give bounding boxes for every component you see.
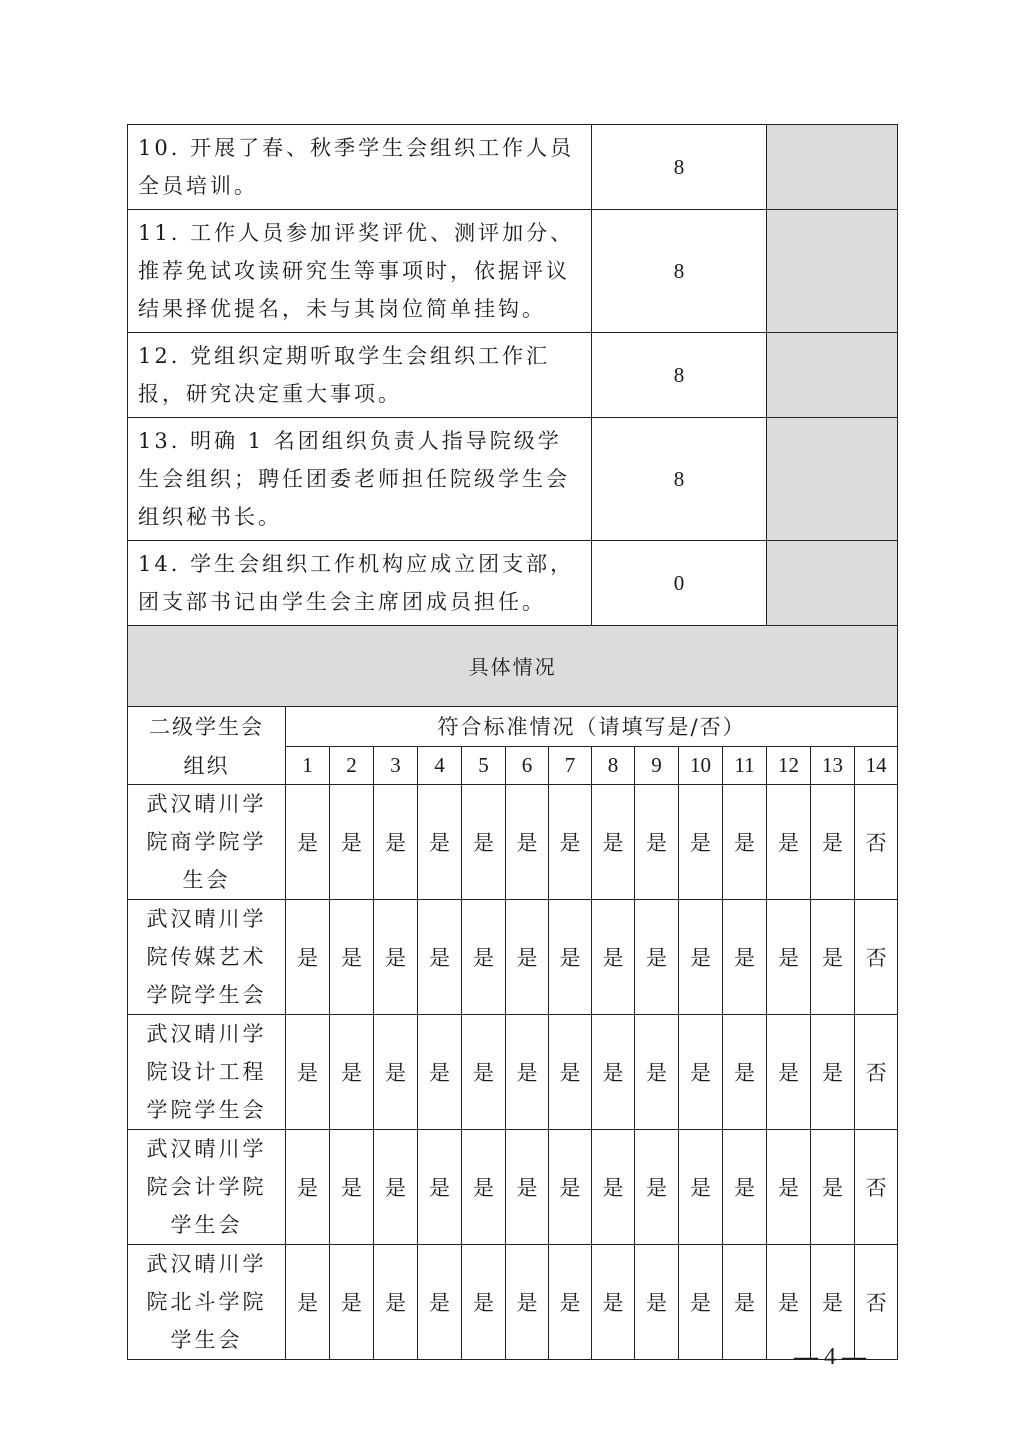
compliance-cell: 是 [811, 1129, 855, 1244]
criteria-score: 8 [592, 333, 767, 418]
section-title: 具体情况 [128, 625, 898, 706]
compliance-cell: 是 [767, 784, 811, 899]
column-number: 7 [549, 746, 592, 784]
table-row [128, 1244, 898, 1359]
compliance-cell: 是 [549, 899, 592, 1014]
compliance-cell: 是 [549, 1244, 592, 1359]
column-number: 12 [767, 746, 811, 784]
compliance-cell: 是 [679, 899, 723, 1014]
details-table [127, 625, 898, 1360]
compliance-cell: 是 [330, 899, 374, 1014]
standard-header: 符合标准情况（请填写是/否） [286, 706, 898, 746]
compliance-cell: 是 [374, 1244, 418, 1359]
criteria-score: 8 [592, 210, 767, 333]
org-name: 武汉晴川学院设计工程学院学生会 [128, 1014, 286, 1129]
org-header-line2: 组织 [128, 746, 286, 784]
compliance-cell: 是 [330, 1129, 374, 1244]
criteria-score: 8 [592, 418, 767, 541]
compliance-cell: 是 [286, 1014, 330, 1129]
compliance-cell: 是 [374, 899, 418, 1014]
criteria-table [127, 124, 898, 626]
compliance-cell: 是 [592, 1014, 635, 1129]
compliance-cell: 是 [506, 1129, 549, 1244]
compliance-cell: 是 [635, 899, 679, 1014]
compliance-cell: 是 [462, 784, 506, 899]
compliance-cell: 是 [549, 1129, 592, 1244]
column-number: 13 [811, 746, 855, 784]
compliance-cell: 是 [418, 1129, 462, 1244]
compliance-cell: 是 [549, 784, 592, 899]
column-number: 14 [855, 746, 898, 784]
compliance-cell: 是 [723, 1244, 767, 1359]
column-number: 3 [374, 746, 418, 784]
compliance-cell: 是 [330, 784, 374, 899]
org-name: 武汉晴川学院会计学院学生会 [128, 1129, 286, 1244]
compliance-cell: 是 [506, 1244, 549, 1359]
compliance-cell: 是 [723, 784, 767, 899]
criteria-text: 10. 开展了春、秋季学生会组织工作人员全员培训。 [128, 125, 592, 210]
compliance-cell: 是 [418, 1244, 462, 1359]
criteria-blank-cell [767, 541, 898, 626]
criteria-blank-cell [767, 418, 898, 541]
compliance-cell: 是 [635, 1129, 679, 1244]
compliance-cell: 是 [418, 899, 462, 1014]
compliance-cell: 是 [462, 899, 506, 1014]
table-row [128, 899, 898, 1014]
compliance-cell: 是 [767, 1129, 811, 1244]
compliance-cell: 是 [286, 1129, 330, 1244]
compliance-cell: 是 [767, 899, 811, 1014]
compliance-cell: 是 [635, 1014, 679, 1129]
criteria-row [128, 418, 898, 541]
criteria-row [128, 541, 898, 626]
column-number: 6 [506, 746, 549, 784]
compliance-cell: 否 [855, 899, 898, 1014]
compliance-cell: 是 [330, 1244, 374, 1359]
column-number: 4 [418, 746, 462, 784]
compliance-cell: 否 [855, 784, 898, 899]
table-row [128, 784, 898, 899]
table-row [128, 1014, 898, 1129]
compliance-cell: 否 [855, 1129, 898, 1244]
org-name: 武汉晴川学院商学院学生会 [128, 784, 286, 899]
compliance-cell: 是 [506, 1014, 549, 1129]
compliance-cell: 是 [679, 1129, 723, 1244]
criteria-text: 13. 明确 1 名团组织负责人指导院级学生会组织；聘任团委老师担任院级学生会组织秘书长。 [128, 418, 592, 541]
criteria-text: 14. 学生会组织工作机构应成立团支部，团支部书记由学生会主席团成员担任。 [128, 541, 592, 626]
compliance-cell: 是 [330, 1014, 374, 1129]
compliance-cell: 是 [462, 1014, 506, 1129]
compliance-cell: 是 [679, 1244, 723, 1359]
compliance-cell: 是 [723, 1129, 767, 1244]
column-number: 1 [286, 746, 330, 784]
compliance-cell: 是 [286, 1244, 330, 1359]
org-name: 武汉晴川学院北斗学院学生会 [128, 1244, 286, 1359]
compliance-cell: 否 [855, 1014, 898, 1129]
page-number: — 4 — [794, 1344, 866, 1370]
compliance-cell: 是 [767, 1244, 811, 1359]
page-content [127, 124, 897, 1360]
compliance-cell: 是 [811, 784, 855, 899]
compliance-cell: 是 [592, 784, 635, 899]
column-number: 11 [723, 746, 767, 784]
compliance-cell: 是 [592, 1244, 635, 1359]
compliance-cell: 是 [462, 1244, 506, 1359]
compliance-cell: 是 [635, 1244, 679, 1359]
criteria-score: 0 [592, 541, 767, 626]
column-number: 10 [679, 746, 723, 784]
org-name: 武汉晴川学院传媒艺术学院学生会 [128, 899, 286, 1014]
criteria-row [128, 333, 898, 418]
column-number: 5 [462, 746, 506, 784]
compliance-cell: 否 [855, 1244, 898, 1359]
criteria-text: 11. 工作人员参加评奖评优、测评加分、推荐免试攻读研究生等事项时，依据评议结果择优提名，未与其岗位简单挂钩。 [128, 210, 592, 333]
compliance-cell: 是 [811, 1014, 855, 1129]
compliance-cell: 是 [811, 899, 855, 1014]
column-number: 2 [330, 746, 374, 784]
compliance-cell: 是 [418, 1014, 462, 1129]
compliance-cell: 是 [286, 784, 330, 899]
compliance-cell: 是 [811, 1244, 855, 1359]
compliance-cell: 是 [592, 899, 635, 1014]
compliance-cell: 是 [286, 899, 330, 1014]
compliance-cell: 是 [418, 784, 462, 899]
compliance-cell: 是 [506, 784, 549, 899]
compliance-cell: 是 [679, 784, 723, 899]
column-number: 8 [592, 746, 635, 784]
compliance-cell: 是 [506, 899, 549, 1014]
criteria-text: 12. 党组织定期听取学生会组织工作汇报，研究决定重大事项。 [128, 333, 592, 418]
criteria-row [128, 210, 898, 333]
criteria-row [128, 125, 898, 210]
compliance-cell: 是 [723, 899, 767, 1014]
compliance-cell: 是 [549, 1014, 592, 1129]
compliance-cell: 是 [462, 1129, 506, 1244]
compliance-cell: 是 [767, 1014, 811, 1129]
compliance-cell: 是 [679, 1014, 723, 1129]
compliance-cell: 是 [374, 784, 418, 899]
compliance-cell: 是 [635, 784, 679, 899]
table-row [128, 1129, 898, 1244]
criteria-blank-cell [767, 125, 898, 210]
org-header-line1: 二级学生会 [128, 706, 286, 746]
column-number: 9 [635, 746, 679, 784]
compliance-cell: 是 [374, 1014, 418, 1129]
criteria-score: 8 [592, 125, 767, 210]
criteria-blank-cell [767, 333, 898, 418]
compliance-cell: 是 [592, 1129, 635, 1244]
criteria-blank-cell [767, 210, 898, 333]
compliance-cell: 是 [374, 1129, 418, 1244]
compliance-cell: 是 [723, 1014, 767, 1129]
